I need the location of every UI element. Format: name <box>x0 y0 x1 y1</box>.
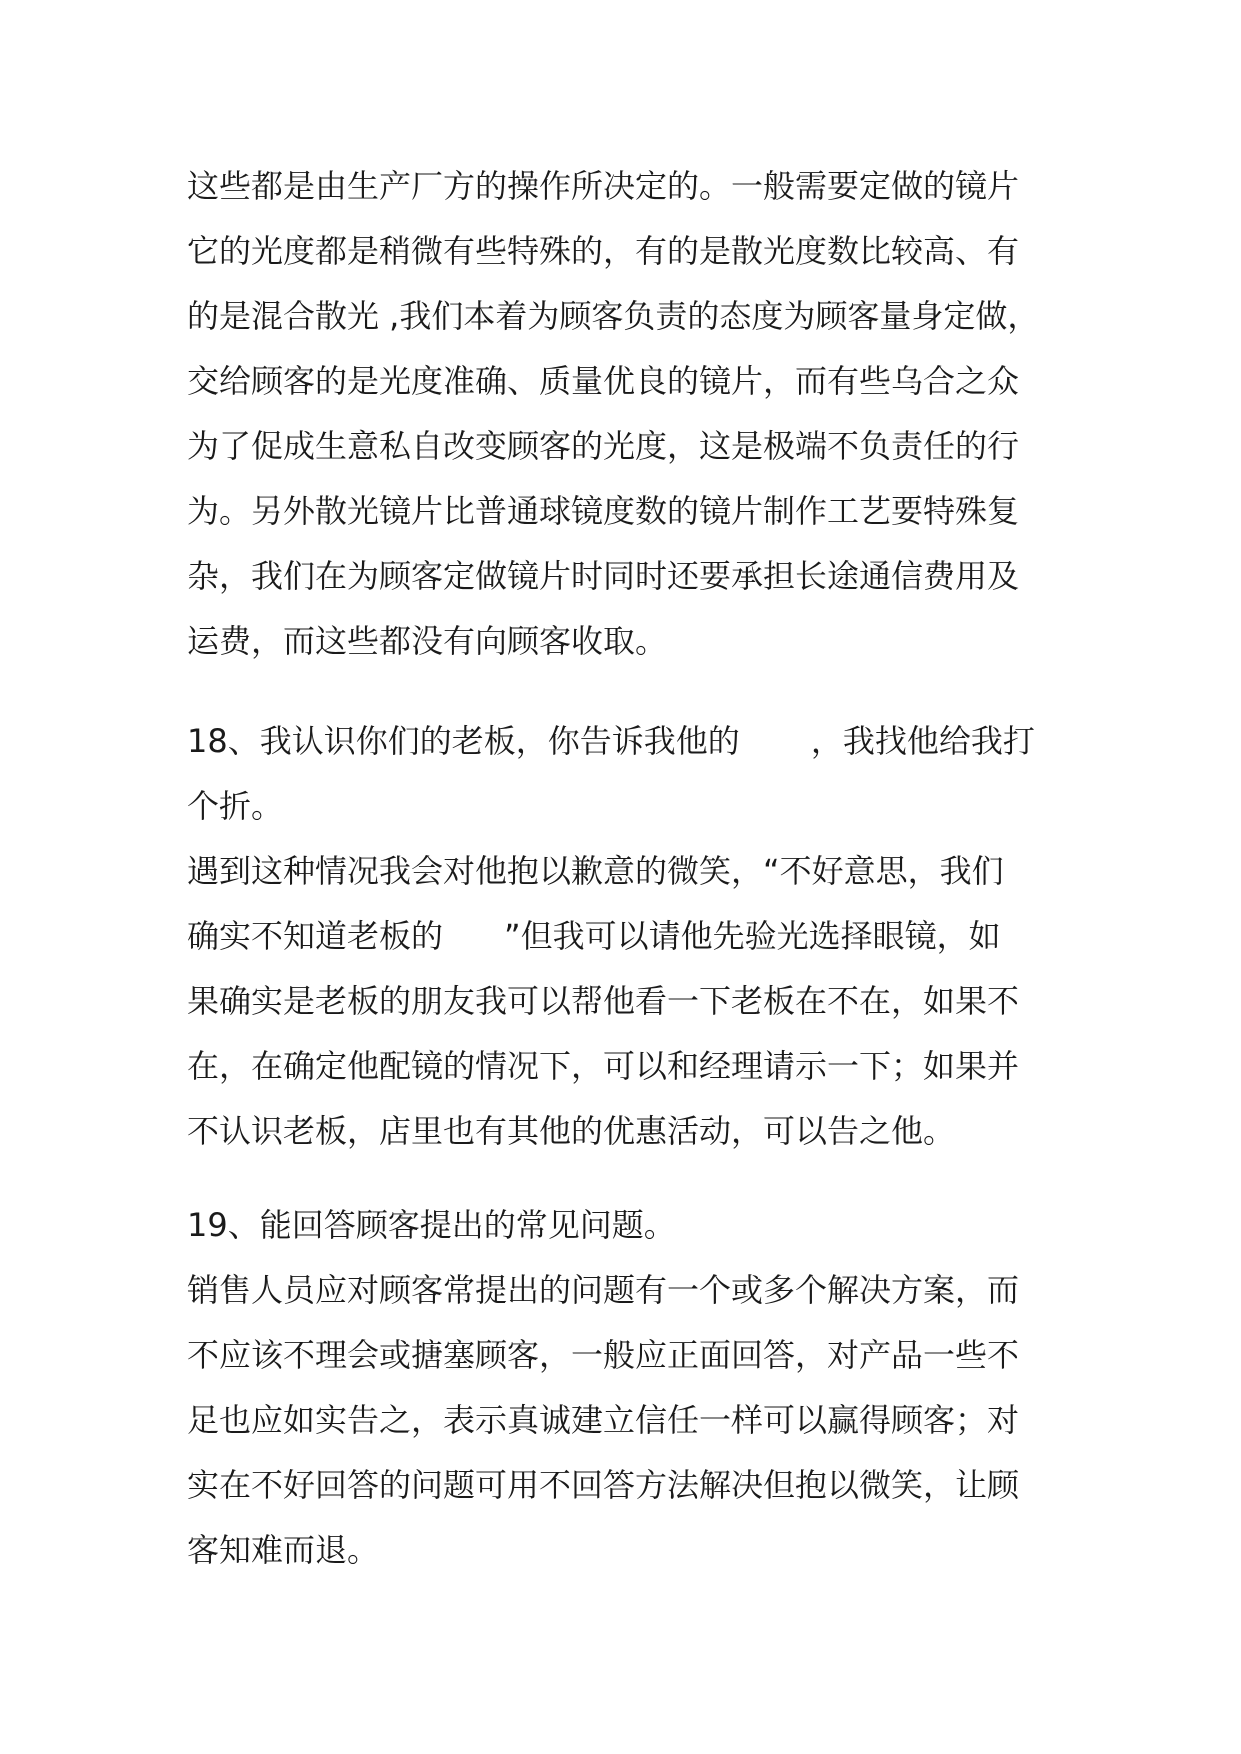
paragraph-1 <box>187 154 1067 674</box>
answer-line: 不认识老板，店里也有其他的优惠活动，可以告之他。 <box>187 1112 956 1150</box>
answer-line: 遇到这种情况我会对他抱以歉意的微笑，“不好意思，我们 <box>187 852 1004 890</box>
question-line: 19、能回答顾客提出的常见问题。 <box>187 1206 676 1244</box>
paragraph-line: 的是混合散光 ,我们本着为顾客负责的态度为顾客量身定做， <box>187 297 1040 335</box>
paragraph-line: 为了促成生意私自改变顾客的光度，这是极端不负责任的行 <box>187 427 1020 465</box>
answer-line: 果确实是老板的朋友我可以帮他看一下老板在不在，如果不 <box>187 982 1020 1020</box>
paragraph-line: 它的光度都是稍微有些特殊的，有的是散光度数比较高、有 <box>187 232 1020 270</box>
paragraph-line: 这些都是由生产厂方的操作所决定的。一般需要定做的镜片 <box>187 167 1020 205</box>
answer-line: 足也应如实告之，表示真诚建立信任一样可以赢得顾客；对 <box>187 1401 1020 1439</box>
answer-19 <box>187 1258 1067 1583</box>
paragraph-line: 为。另外散光镜片比普通球镜度数的镜片制作工艺要特殊复 <box>187 492 1020 530</box>
question-line: 18、我认识你们的老板，你告诉我他的 ，我找他给我打 <box>187 722 1035 760</box>
answer-line: 实在不好回答的问题可用不回答方法解决但抱以微笑，让顾 <box>187 1466 1020 1504</box>
question-18 <box>187 709 1067 839</box>
question-line: 个折。 <box>187 787 284 825</box>
answer-18 <box>187 839 1067 1164</box>
answer-line: 销售人员应对顾客常提出的问题有一个或多个解决方案，而 <box>187 1271 1020 1309</box>
answer-line: 客知难而退。 <box>187 1531 380 1569</box>
answer-line: 确实不知道老板的 ”但我可以请他先验光选择眼镜，如 <box>187 917 1001 955</box>
paragraph-line: 杂，我们在为顾客定做镜片时同时还要承担长途通信费用及 <box>187 557 1020 595</box>
answer-line: 不应该不理会或搪塞顾客，一般应正面回答，对产品一些不 <box>187 1336 1020 1374</box>
answer-line: 在，在确定他配镜的情况下，可以和经理请示一下；如果并 <box>187 1047 1020 1085</box>
paragraph-line: 交给顾客的是光度准确、质量优良的镜片，而有些乌合之众 <box>187 362 1020 400</box>
question-19 <box>187 1193 1067 1258</box>
paragraph-line: 运费，而这些都没有向顾客收取。 <box>187 622 668 660</box>
